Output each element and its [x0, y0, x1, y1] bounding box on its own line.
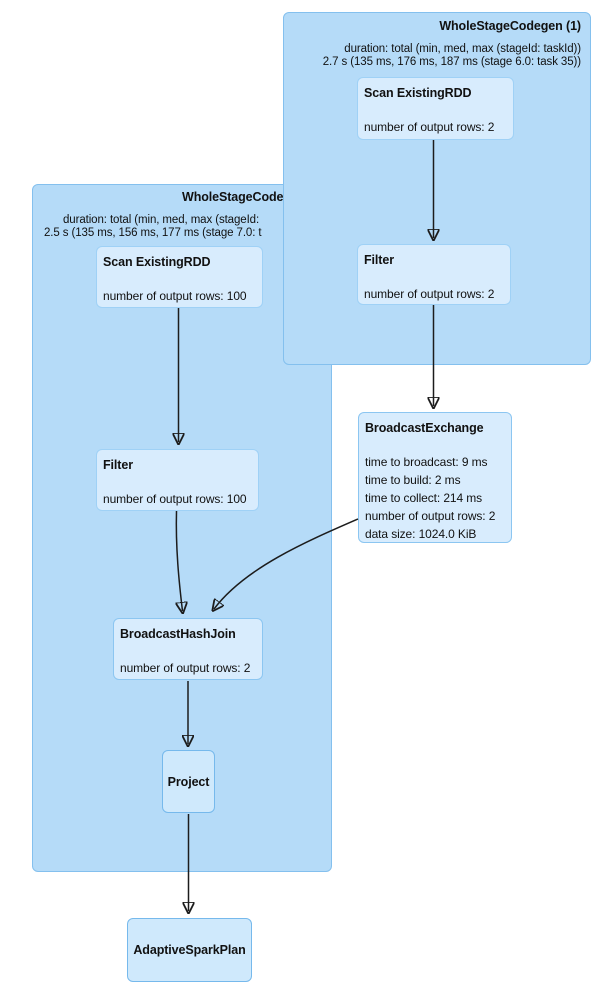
- cluster-wholestagecodegen-1: [283, 12, 591, 365]
- node-title: BroadcastHashJoin: [120, 627, 236, 641]
- node-project[interactable]: [162, 750, 215, 813]
- node-title: Scan ExistingRDD: [364, 86, 472, 100]
- node-metric: number of output rows: 100: [103, 289, 247, 303]
- cluster-1-title: WholeStageCodegen (1): [439, 19, 581, 33]
- node-scan-existingrdd-stage2[interactable]: [96, 246, 263, 308]
- node-filter-stage2[interactable]: [96, 449, 259, 511]
- node-metric: number of output rows: 2: [364, 287, 495, 301]
- node-title: Filter: [103, 458, 133, 472]
- node-title: Filter: [364, 253, 394, 267]
- cluster-1-header: [323, 19, 581, 68]
- node-metric: time to broadcast: 9 ms: [365, 455, 488, 469]
- node-metric: time to build: 2 ms: [365, 473, 461, 487]
- cluster-1-duration-value: 2.7 s (135 ms, 176 ms, 187 ms (stage 6.0: task 35)): [322, 55, 581, 68]
- node-title: BroadcastExchange: [365, 421, 484, 435]
- cluster-2-title: WholeStageCode: [182, 190, 284, 204]
- cluster-1-durations: [323, 43, 581, 68]
- node-title: Project: [167, 774, 210, 789]
- node-metric: number of output rows: 2: [365, 509, 496, 523]
- node-scan-existingrdd-stage1[interactable]: [357, 77, 514, 140]
- node-metrics: [365, 453, 505, 543]
- node-filter-stage1[interactable]: [357, 244, 511, 305]
- node-broadcast-hash-join[interactable]: [113, 618, 263, 680]
- node-metric: number of output rows: 100: [103, 492, 247, 506]
- node-title: AdaptiveSparkPlan: [133, 943, 246, 957]
- node-broadcast-exchange[interactable]: [358, 412, 512, 543]
- cluster-1-duration-label: duration: total (min, med, max (stageId: taskId)): [344, 43, 581, 55]
- node-adaptive-spark-plan[interactable]: [127, 918, 252, 982]
- node-metric: number of output rows: 2: [364, 120, 495, 134]
- cluster-2-duration-label: duration: total (min, med, max (stageId:: [63, 214, 260, 226]
- node-metric: data size: 1024.0 KiB: [365, 527, 477, 541]
- cluster-2-duration-value: 2.5 s (135 ms, 156 ms, 177 ms (stage 7.0: t: [44, 226, 262, 239]
- node-metric: time to collect: 214 ms: [365, 491, 483, 505]
- node-metric: number of output rows: 2: [120, 661, 251, 675]
- node-title: Scan ExistingRDD: [103, 255, 211, 269]
